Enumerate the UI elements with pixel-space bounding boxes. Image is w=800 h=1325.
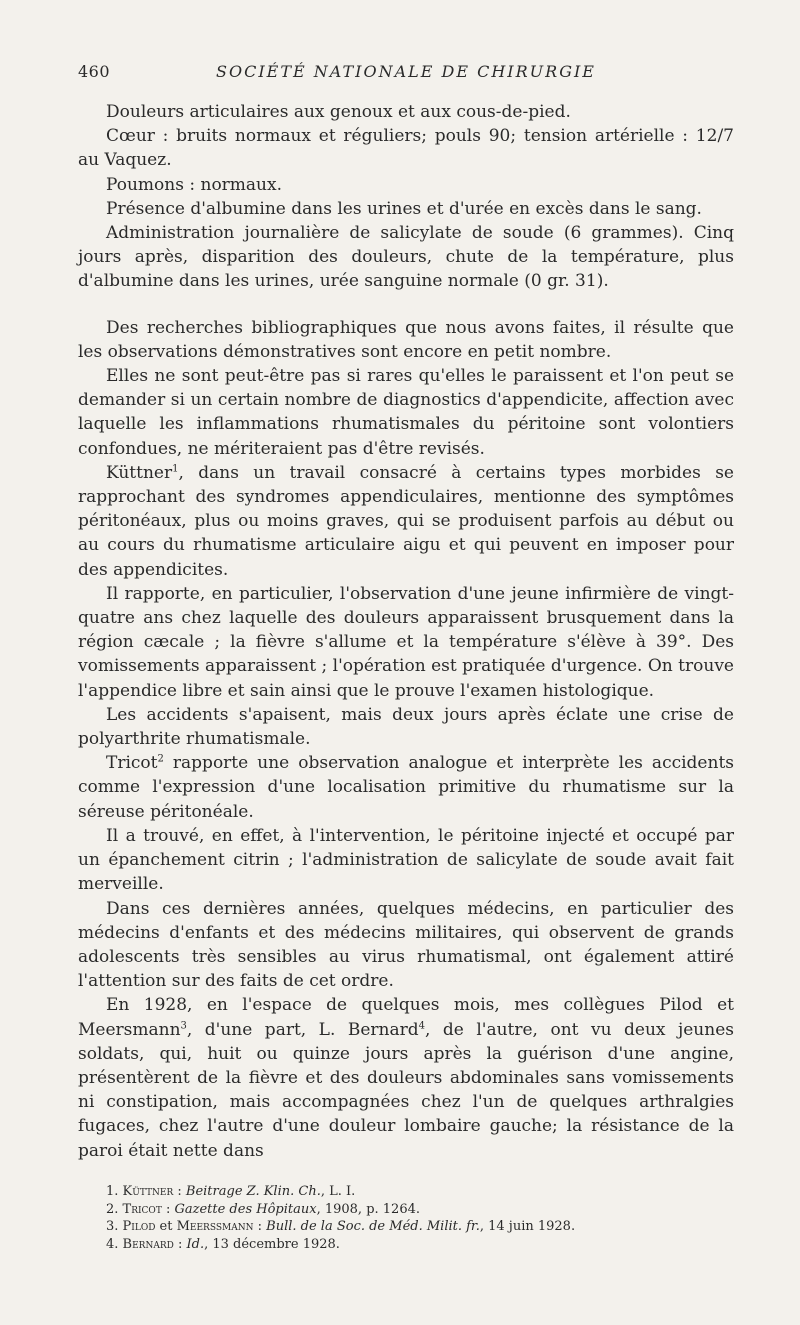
paragraph: Douleurs articulaires aux genoux et aux cous-de-pied.	[106, 102, 571, 122]
footnote-ref: 2	[157, 753, 164, 765]
footnote-ref: 1	[172, 463, 179, 475]
footnote: 4. Bernard : Id., 13 décembre 1928.	[106, 1236, 340, 1252]
footnote-ref: 4	[418, 1019, 426, 1031]
running-title: SOCIÉTÉ NATIONALE DE CHIRURGIE	[216, 62, 596, 81]
paragraph: Il a trouvé, en effet, à l'intervention, le péritoine injecté et occupé par un épanchement citrin ; l'administration de salicylate de soude avait fait merveille.	[78, 825, 734, 895]
footnote-ref: 3	[180, 1019, 187, 1031]
paragraph: Présence d'albumine dans les urines et d'urée en excès dans le sang.	[106, 198, 702, 219]
paragraph: Des recherches bibliographiques que nous avons faites, il résulte que les observations démonstratives sont encore en petit nombre.	[78, 317, 734, 362]
paragraph: Administration journalière de salicylate de soude (6 grammes). Cinq jours après, disparition des douleurs, chute de la température, plus d'albumine dans les urines, urée sanguine normale (0 gr. 31).	[78, 223, 734, 292]
footnote: 2. Tricot : Gazette des Hôpitaux, 1908, p. 1264.	[106, 1201, 420, 1217]
paragraph: Dans ces dernières années, quelques médecins, en particulier des médecins d'enfants et des médecins militaires, qui observent de grands adolescents très sensibles au virus rhumatismal, ont également attiré l'attention sur des faits de cet ordre.	[78, 898, 734, 992]
paragraph: Poumons : normaux.	[106, 174, 283, 195]
paragraph: Il rapporte, en particulier, l'observation d'une jeune infirmière de vingt-quatre ans chez laquelle des douleurs apparaissent brusquement dans la région cæcale ; la fièvre s'allume et la température s'élève à 39°. Des vomissements apparaissent ; l'opération est pratiquée d'urgence. On trouve l'appendice libre et sain ainsi que le prouve l'examen histologique.	[78, 583, 734, 701]
paragraph: Tricot$^2$ rapporte une observation analogue et interprète les accidents comme l'expression d'une localisation primitive du rhumatisme sur la séreuse péritonéale.	[78, 753, 734, 822]
page-header	[78, 62, 734, 86]
page-number: 460	[78, 62, 111, 81]
paragraph: Küttner$^1$, dans un travail consacré à certains types morbides se rapprochant des syndromes appendiculaires, mentionne des symptômes péritonéaux, plus ou moins graves, qui se produisent parfois au début ou au cours du rhumatisme articulaire aigu et qui peuvent en imposer pour des appendicites.	[78, 462, 734, 580]
body-text	[78, 100, 734, 1163]
paragraph: Cœur : bruits normaux et réguliers; pouls 90; tension artérielle : 12/7 au Vaquez.	[78, 126, 734, 171]
paragraph: Elles ne sont peut-être pas si rares qu'elles le paraissent et l'on peut se demander si un certain nombre de diagnostics d'appendicite, affection avec laquelle les inflammations rhumatismales du péritoine sont volontiers confondues, ne mériteraient pas d'être revisés.	[78, 366, 734, 459]
footnote: 3. Pilod et Meerssmann : Bull. de la Soc. de Méd. Milit. fr., 14 juin 1928.	[106, 1219, 576, 1234]
paragraph: Les accidents s'apaisent, mais deux jours après éclate une crise de polyarthrite rhumatismale.	[78, 704, 734, 750]
footnotes	[106, 1183, 726, 1253]
footnote: 1. Küttner : Beitrage Z. Klin. Ch., L. I.	[106, 1184, 356, 1199]
paragraph: En 1928, en l'espace de quelques mois, mes collègues Pilod et Meersmann$^3$, d'une part, L. Bernard$^4$, de l'autre, ont vu deux jeunes soldats, qui, huit ou quinze jours après la guérison d'une angine, présentèrent de la fièvre et des douleurs abdominales sans vomissements ni constipation, mais accompagnées chez l'un de quelques arthralgies fugaces, chez l'autre d'une douleur lombaire gauche; la résistance de la paroi était nette dans	[78, 995, 734, 1161]
section-gap	[78, 294, 734, 316]
